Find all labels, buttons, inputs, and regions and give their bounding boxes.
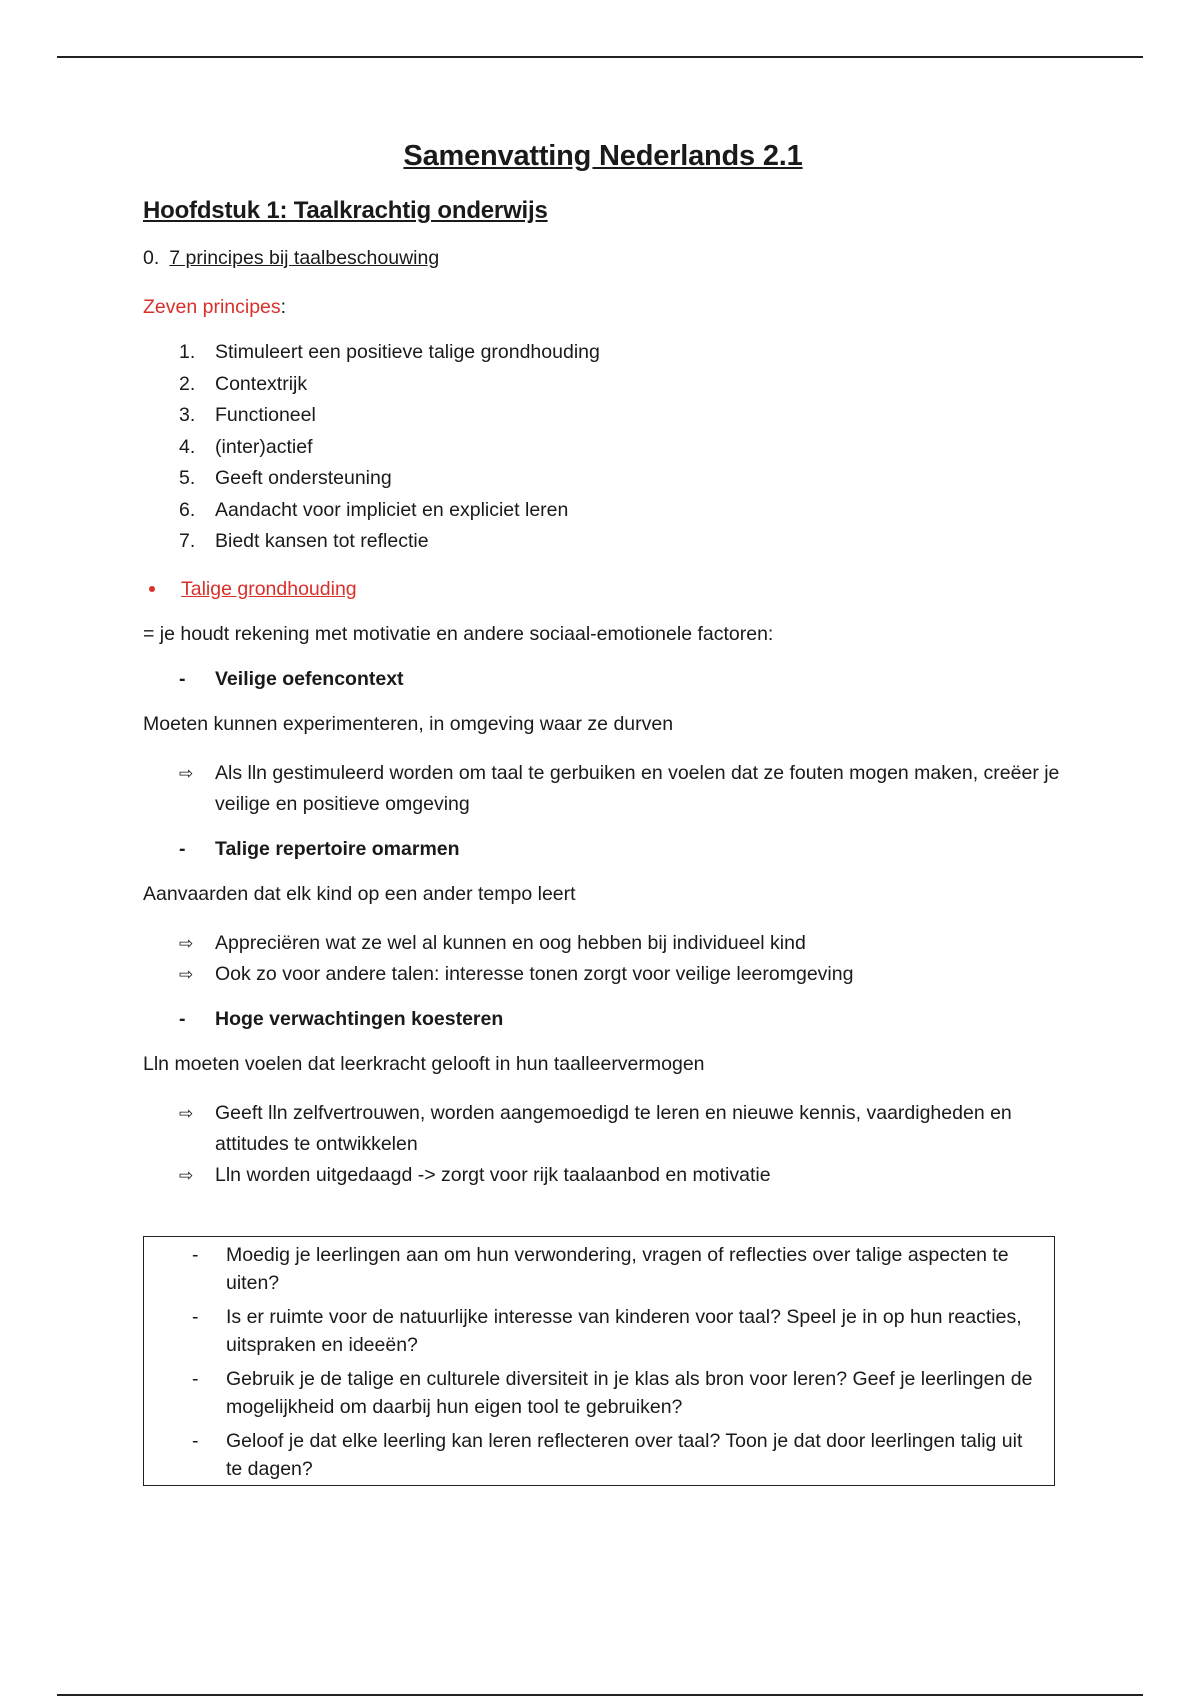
list-number: 7. — [179, 530, 196, 552]
arrow-item-text: Lln worden uitgedaagd -> zorgt voor rijk taalaanbod en motivatie — [215, 1163, 771, 1186]
arrow-item — [179, 758, 1063, 820]
arrow-icon: ⇨ — [179, 933, 194, 953]
arrow-item — [179, 1098, 1063, 1160]
list-item — [179, 373, 1063, 405]
dash-icon: - — [192, 1244, 199, 1266]
subsection-heading — [179, 838, 1063, 861]
list-number: 2. — [179, 372, 196, 395]
dash-icon: - — [179, 1007, 186, 1030]
arrow-item — [179, 1160, 1063, 1191]
list-number: 4. — [179, 435, 196, 458]
section-number: 0. — [143, 247, 160, 269]
list-item — [179, 341, 1063, 373]
list-item — [179, 467, 1063, 499]
box-item-text: Is er ruimte voor de natuurlijke interesse van kinderen voor taal? Speel je in op hun reacties, uitspraken en ideeën? — [226, 1306, 1022, 1356]
principles-label: Zeven principes — [143, 296, 281, 318]
dash-icon: - — [179, 837, 186, 860]
principles-list — [143, 341, 1063, 562]
subsection-heading-text: Talige repertoire omarmen — [215, 837, 460, 860]
list-item — [179, 436, 1063, 468]
section-heading — [143, 247, 1063, 270]
arrow-item-text: Als lln gestimuleerd worden om taal te gerbuiken en voelen dat ze fouten mogen maken, creëer je veilige en positieve omgeving — [215, 761, 1060, 815]
list-number: 3. — [179, 404, 196, 426]
dash-icon: - — [179, 667, 186, 690]
subsection-text: Moeten kunnen experimenteren, in omgeving waar ze durven — [143, 712, 674, 735]
list-text: Aandacht voor impliciet en expliciet leren — [215, 498, 569, 521]
arrow-list — [179, 1098, 1063, 1191]
box-item — [144, 1427, 1054, 1483]
principles-intro — [143, 296, 1063, 319]
subsection-heading-text: Veilige oefencontext — [215, 667, 404, 690]
list-text: Stimuleert een positieve talige grondhouding — [215, 341, 600, 363]
dash-icon: - — [192, 1430, 199, 1452]
chapter-heading: Hoofdstuk 1: Taalkrachtig onderwijs — [143, 197, 548, 224]
subsection-text: Aanvaarden dat elk kind op een ander tempo leert — [143, 882, 576, 905]
arrow-item-text: Appreciëren wat ze wel al kunnen en oog hebben bij individueel kind — [215, 931, 806, 954]
box-item-text: Gebruik je de talige en culturele diversiteit in je klas als bron voor leren? Geef je leerlingen de mogelijkheid om daarbij hun eigen tool te gebruiken? — [226, 1368, 1033, 1418]
list-number: 6. — [179, 498, 196, 521]
box-item — [144, 1241, 1054, 1297]
arrow-item — [179, 928, 1063, 959]
subsection-heading-text: Hoge verwachtingen koesteren — [215, 1007, 504, 1030]
box-item-text: Geloof je dat elke leerling kan leren reflecteren over taal? Toon je dat door leerlingen talig uit te dagen? — [226, 1430, 1023, 1480]
box-item-text: Moedig je leerlingen aan om hun verwondering, vragen of reflecties over talige aspecten te uiten? — [226, 1244, 1009, 1294]
bullet-icon — [149, 586, 155, 592]
arrow-icon: ⇨ — [179, 763, 194, 783]
section-title: 7 principes bij taalbeschouwing — [169, 247, 440, 269]
list-number: 1. — [179, 341, 196, 363]
list-text: (inter)actief — [215, 435, 313, 458]
subsection-text: Lln moeten voelen dat leerkracht gelooft in hun taalleervermogen — [143, 1052, 705, 1075]
dash-icon: - — [192, 1306, 199, 1328]
document-title: Samenvatting Nederlands 2.1 — [403, 140, 803, 172]
arrow-item-text: Geeft lln zelfvertrouwen, worden aangemoedigd te leren en nieuwe kennis, vaardigheden en attitudes te ontwikkelen — [215, 1101, 1012, 1155]
subsection-heading — [179, 668, 1063, 691]
list-item — [179, 530, 1063, 562]
list-text: Contextrijk — [215, 372, 308, 395]
arrow-icon: ⇨ — [179, 1103, 194, 1123]
dash-icon: - — [192, 1368, 199, 1390]
reflection-questions-box — [143, 1236, 1055, 1486]
document-page — [143, 140, 1063, 1209]
footer-rule — [57, 1694, 1143, 1696]
list-item — [179, 499, 1063, 531]
list-number: 5. — [179, 467, 196, 489]
bullet-heading-label: Talige grondhouding — [181, 577, 357, 600]
box-item — [144, 1303, 1054, 1359]
subsection-heading — [179, 1008, 1063, 1031]
arrow-list — [179, 758, 1063, 820]
definition-text: = je houdt rekening met motivatie en andere sociaal-emotionele factoren: — [143, 622, 774, 645]
list-text: Geeft ondersteuning — [215, 467, 392, 489]
arrow-item-text: Ook zo voor andere talen: interesse tonen zorgt voor veilige leeromgeving — [215, 962, 854, 985]
principles-colon: : — [280, 296, 287, 318]
arrow-item — [179, 959, 1063, 990]
list-item — [179, 404, 1063, 436]
talige-grondhouding-heading — [149, 578, 1063, 601]
header-rule — [57, 56, 1143, 58]
arrow-icon: ⇨ — [179, 964, 194, 984]
arrow-icon: ⇨ — [179, 1165, 194, 1185]
arrow-list — [179, 928, 1063, 990]
box-item — [144, 1365, 1054, 1421]
list-text: Functioneel — [215, 404, 316, 426]
list-text: Biedt kansen tot reflectie — [215, 530, 429, 552]
